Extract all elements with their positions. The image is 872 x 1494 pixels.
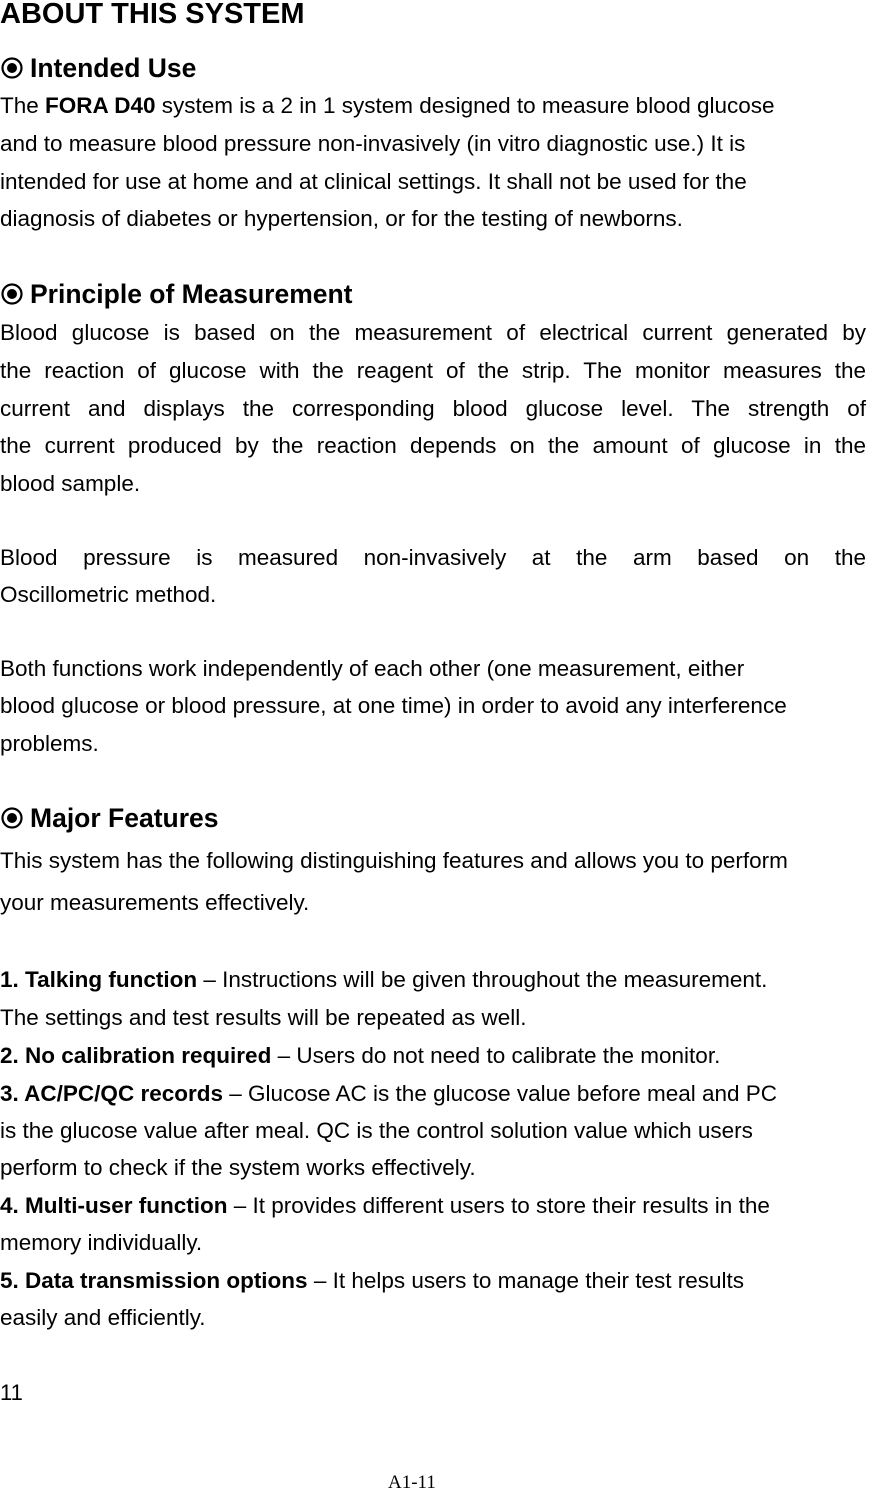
feature-item-1: 1. Talking function – Instructions will be given throughout the measurement.: [0, 967, 768, 992]
principle-p3-line-3: problems.: [0, 731, 99, 756]
feature-label: 2. No calibration required: [0, 1043, 272, 1068]
principle-p3-line-1: Both functions work independently of each other (one measurement, either: [0, 656, 745, 681]
intended-use-line-3: intended for use at home and at clinical settings. It shall not be used for the: [0, 169, 747, 194]
feature-label: 4. Multi-user function: [0, 1193, 228, 1218]
bullseye-bullet-icon: [0, 803, 24, 833]
page-number: 11: [0, 1380, 23, 1405]
intended-use-line-4: diagnosis of diabetes or hypertension, or for the testing of newborns.: [0, 206, 683, 231]
feature-item-2: 2. No calibration required – Users do not need to calibrate the monitor.: [0, 1043, 721, 1068]
principle-p1-line-2: the reaction of glucose with the reagent of the strip. The monitor measures the: [0, 358, 866, 383]
product-name: FORA D40: [45, 93, 156, 118]
bullseye-bullet-icon: [0, 279, 24, 309]
principle-p1-line-5: blood sample.: [0, 471, 141, 496]
heading-text: Major Features: [30, 803, 219, 833]
principle-p2-line-2: Oscillometric method.: [0, 582, 217, 607]
principle-p1-line-3: current and displays the corresponding blood glucose level. The strength of: [0, 396, 866, 421]
feature-item-3-line-3: perform to check if the system works effectively.: [0, 1155, 476, 1180]
page-title: ABOUT THIS SYSTEM: [0, 0, 305, 30]
feature-label: 5. Data transmission options: [0, 1268, 308, 1293]
feature-item-3-line-2: is the glucose value after meal. QC is the control solution value which users: [0, 1118, 753, 1143]
heading-major-features: [0, 803, 219, 833]
principle-p1-line-1: Blood glucose is based on the measurement of electrical current generated by: [0, 320, 866, 345]
principle-p1-line-4: the current produced by the reaction depends on the amount of glucose in the: [0, 433, 866, 458]
feature-item-4: 4. Multi-user function – It provides different users to store their results in the: [0, 1193, 770, 1218]
intended-use-line-1: The FORA D40 system is a 2 in 1 system designed to measure blood glucose: [0, 93, 775, 118]
heading-principle: [0, 279, 353, 309]
principle-p2-line-1: Blood pressure is measured non-invasively at the arm based on the: [0, 545, 866, 570]
feature-item-5: 5. Data transmission options – It helps users to manage their test results: [0, 1268, 745, 1293]
footer-code: A1-11: [388, 1472, 436, 1493]
features-intro-line-2: your measurements effectively.: [0, 890, 310, 915]
bullseye-bullet-icon: [0, 53, 24, 83]
principle-p3-line-2: blood glucose or blood pressure, at one time) in order to avoid any interference: [0, 693, 787, 718]
feature-item-4-line-2: memory individually.: [0, 1230, 203, 1255]
heading-text: Principle of Measurement: [30, 279, 353, 309]
feature-label: 3. AC/PC/QC records: [0, 1081, 223, 1106]
heading-text: Intended Use: [30, 53, 197, 83]
feature-item-1-line-2: The settings and test results will be repeated as well.: [0, 1005, 527, 1030]
heading-intended-use: [0, 53, 196, 83]
features-intro-line-1: This system has the following distinguishing features and allows you to perform: [0, 848, 788, 873]
feature-item-3: 3. AC/PC/QC records – Glucose AC is the glucose value before meal and PC: [0, 1081, 778, 1106]
feature-item-5-line-2: easily and efficiently.: [0, 1305, 206, 1330]
feature-label: 1. Talking function: [0, 967, 198, 992]
intended-use-line-2: and to measure blood pressure non-invasively (in vitro diagnostic use.) It is: [0, 131, 746, 156]
